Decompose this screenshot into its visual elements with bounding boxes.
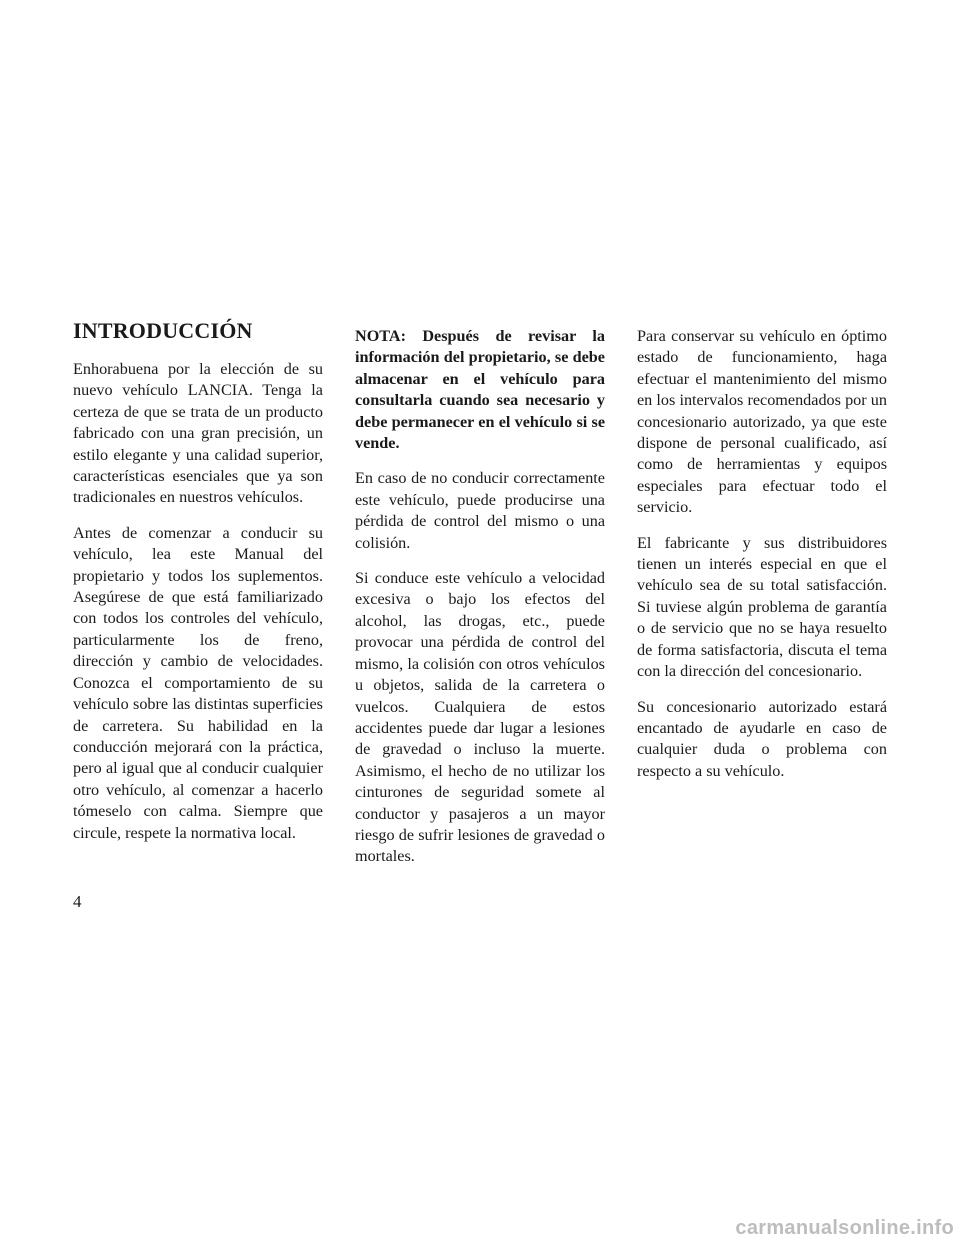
paragraph-incorrect-driving: En caso de no conducir correctamente este vehículo, puede producirse una pérdida de control del mismo o una colisión. bbox=[355, 469, 605, 552]
paragraph-maintenance: Para conservar su vehículo en óptimo estado de funcionamiento, haga efectuar el mantenimiento del mismo en los intervalos recomendados por un concesionario autorizado, ya que este dispone de personal cualificado, así como de herramientas y equipos especiales para efectuar todo el servicio. bbox=[637, 327, 887, 517]
watermark-text: carmanualsonline.info bbox=[735, 1217, 954, 1239]
paragraph-before-driving: Antes de comenzar a conducir su vehículo, lea este Manual del propietario y todos los suplementos. Asegúrese de que está familiarizado con todos los controles del vehículo, particularmente los de freno, dirección y cambio de velocidades. Conozca el comportamiento de su vehículo sobre las distintas superficies de carretera. Su habilidad en la conducción mejorará con la práctica, pero al igual que al conducir cualquier otro vehículo, al comenzar a hacerlo tómeselo con calma. Siempre que circule, respete la normativa local. bbox=[73, 523, 323, 842]
paragraph-intro: Enhorabuena por la elección de su nuevo vehículo LANCIA. Tenga la certeza de que se trata de un producto fabricado con una gran precisión, un estilo elegante y una calidad superior, características esenciales que ya son tradicionales en nuestros vehículos. bbox=[73, 360, 323, 507]
paragraph-manufacturer: El fabricante y sus distribuidores tienen un interés especial en que el vehículo sea de su total satisfacción. Si tuviese algún problema de garantía o de servicio que no se haya resuelto de forma satisfactoria, discuta el tema con la dirección del concesionario. bbox=[637, 533, 887, 681]
column-left bbox=[73, 318, 323, 858]
column-right bbox=[637, 326, 887, 796]
page-number: 4 bbox=[73, 892, 82, 911]
note-paragraph: NOTA: Después de revisar la información del propietario, se debe almacenar en el vehículo para consultarla cuando sea necesario y debe permanecer en el vehículo si se vende. bbox=[355, 327, 605, 453]
column-middle bbox=[355, 326, 605, 882]
paragraph-dealer: Su concesionario autorizado estará encantado de ayudarle en caso de cualquier duda o problema con respecto a su vehículo. bbox=[637, 697, 887, 780]
paragraph-speed-warning: Si conduce este vehículo a velocidad excesiva o bajo los efectos del alcohol, las drogas, etc., puede provocar una pérdida de control del mismo, la colisión con otros vehículos u objetos, salida de la carretera o vuelcos. Cualquiera de estos accidentes puede dar lugar a lesiones de gravedad o incluso la muerte. Asimismo, el hecho de no utilizar los cinturones de seguridad somete al conductor y pasajeros a un mayor riesgo de sufrir lesiones de gravedad o mortales. bbox=[355, 569, 605, 866]
page-title: INTRODUCCIÓN bbox=[73, 318, 253, 343]
